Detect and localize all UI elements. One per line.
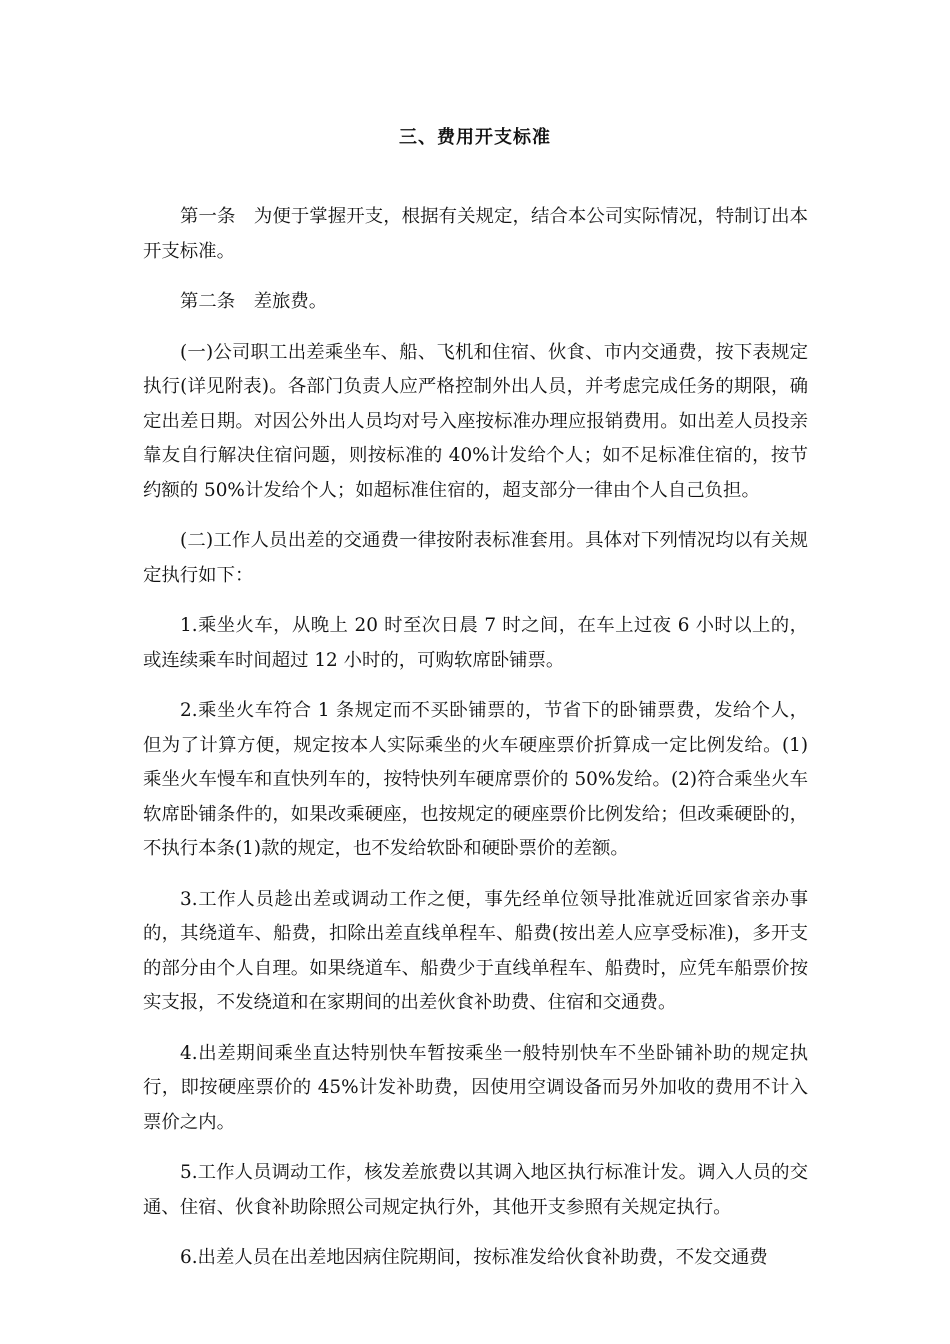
paragraph-rule-3: 3.工作人员趁出差或调动工作之便，事先经单位领导批准就近回家省亲办事的，其绕道车、船费，扣除出差直线单程车、船费(按出差人应享受标准)，多开支的部分由个人自理。如果绕道车、船费少于直线单程车、船费时，应凭车船票价按实支报，不发绕道和在家期间的出差伙食补助费、住宿和交通费。 [143,888,808,1013]
paragraph-rule-1: 1.乘坐火车，从晚上 20 时至次日晨 7 时之间，在车上过夜 6 小时以上的，或连续乘车时间超过 12 小时的，可购软席卧铺票。 [143,615,808,671]
paragraph-item-2: (二)工作人员出差的交通费一律按附表标准套用。具体对下列情况均以有关规定执行如下： [143,530,808,586]
paragraph-rule-2: 2.乘坐火车符合 1 条规定而不买卧铺票的，节省下的卧铺票费，发给个人，但为了计算方便，规定按本人实际乘坐的火车硬座票价折算成一定比例发给。(1)乘坐火车慢车和直快列车的，按特快列车硬席票价的 50%发给。(2)符合乘坐火车软席卧铺条件的，如果改乘硬座，也按规定的硬座票价比例发给；但改乘硬卧的，不执行本条(1)款的规定，也不发给软卧和硬卧票价的差额。 [143,700,808,859]
paragraph-article-1: 第一条 为便于掌握开支，根据有关规定，结合本公司实际情况，特制订出本开支标准。 [143,206,808,262]
paragraph-article-2: 第二条 差旅费。 [180,291,328,312]
paragraph-item-1: (一)公司职工出差乘坐车、船、飞机和住宿、伙食、市内交通费，按下表规定执行(详见附表)。各部门负责人应严格控制外出人员，并考虑完成任务的期限，确定出差日期。对因公外出人员均对号入座按标准办理应报销费用。如出差人员投亲靠友自行解决住宿问题，则按标准的 40%计发给个人；如不足标准住宿的，按节约额的 50%计发给个人；如超标准住宿的，超支部分一律由个人自己负担。 [143,341,808,501]
section-title: 三、费用开支标准 [399,127,551,148]
paragraph-rule-5: 5.工作人员调动工作，核发差旅费以其调入地区执行标准计发。调入人员的交通、住宿、伙食补助除照公司规定执行外，其他开支参照有关规定执行。 [143,1162,808,1218]
document-body [143,200,808,1292]
paragraph-rule-6: 6.出差人员在出差地因病住院期间，按标准发给伙食补助费，不发交通费 [180,1247,768,1268]
paragraph-rule-4: 4.出差期间乘坐直达特别快车暂按乘坐一般特别快车不坐卧铺补助的规定执行，即按硬座票价的 45%计发补助费，因使用空调设备而另外加收的费用不计入票价之内。 [143,1042,808,1133]
